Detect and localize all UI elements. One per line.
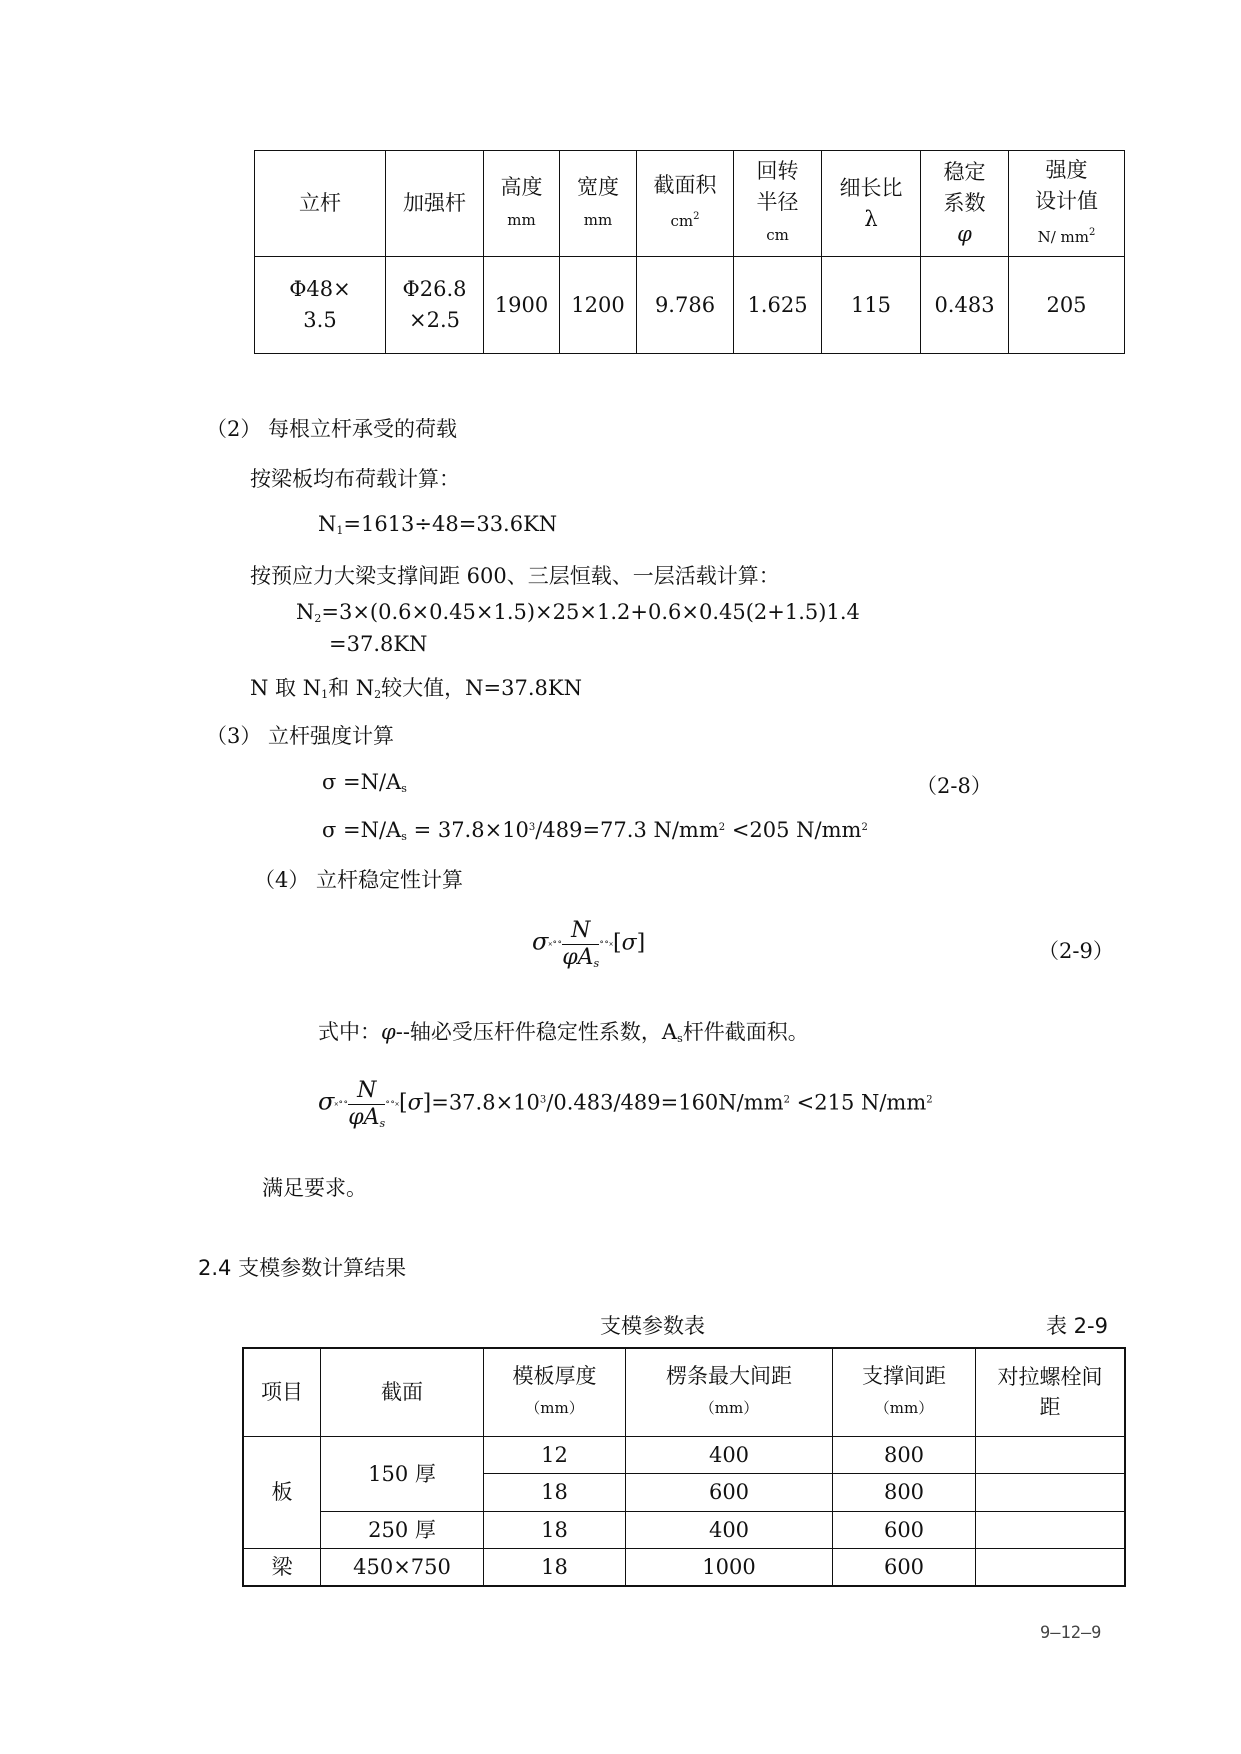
header-width: 宽度 mm bbox=[560, 151, 637, 257]
section-3-heading: （3） 立杆强度计算 bbox=[206, 724, 395, 748]
table-row: 800 bbox=[833, 1473, 976, 1511]
table-row: 600 bbox=[833, 1548, 976, 1586]
page-number: 9—12—9 bbox=[1040, 1623, 1102, 1643]
table-row: 150 厚 bbox=[321, 1436, 484, 1511]
cell-stability: 0.483 bbox=[921, 257, 1009, 354]
header-formwork-thickness: 模板厚度 （mm） bbox=[484, 1348, 626, 1436]
table-row: 250 厚 bbox=[321, 1511, 484, 1548]
n1-formula: $N_1=1613\div 48=33.6KN$ bbox=[318, 512, 558, 537]
n2-formula: $N_2=3\times(0.6\times 0.45\times 1.5)\times 25\times 1.2+0.6\times 0.45(2+1.5)1.4$ bbox=[296, 600, 860, 625]
table-row: 400 bbox=[626, 1436, 833, 1473]
table-title: 支模参数表 bbox=[600, 1314, 705, 1338]
section-2-heading: （2） 每根立杆承受的荷载 bbox=[206, 417, 458, 441]
section-2-line1: 按梁板均布荷载计算： bbox=[250, 467, 460, 491]
cell-area: 9.786 bbox=[637, 257, 734, 354]
cell-width: 1200 bbox=[560, 257, 637, 354]
table-row bbox=[976, 1473, 1126, 1511]
table-row: 600 bbox=[626, 1473, 833, 1511]
cell-slenderness: 115 bbox=[822, 257, 921, 354]
section-4-heading: （4） 立杆稳定性计算 bbox=[254, 868, 464, 892]
header-area: 截面积 $cm^2$ bbox=[637, 151, 734, 257]
header-height: 高度 mm bbox=[484, 151, 560, 257]
conclusion: 满足要求。 bbox=[262, 1176, 367, 1200]
table-row bbox=[976, 1511, 1126, 1548]
header-pole: 立杆 bbox=[255, 151, 386, 257]
header-slenderness: 细长比 λ bbox=[822, 151, 921, 257]
table-row: 450×750 bbox=[321, 1548, 484, 1586]
header-reinforce: 加强杆 bbox=[386, 151, 484, 257]
header-item: 项目 bbox=[243, 1348, 321, 1436]
symbol-note: 式中：φ--轴必受压杆件稳定性系数，$A_s$杆件截面积。 bbox=[318, 1020, 809, 1045]
header-support-spacing: 支撑间距 （mm） bbox=[833, 1348, 976, 1436]
table-number: 表 2-9 bbox=[1046, 1314, 1108, 1338]
section-2-line2: 按预应力大梁支撑间距 600、三层恒载、一层活载计算： bbox=[250, 564, 780, 588]
equation-2-9: σ˟˚˚ $\frac{N}{\varphi A_s}$ ˚˚˟[σ] bbox=[532, 918, 646, 971]
n-take: N 取 $N_1$和 $N_2$较大值，N=37.8KN bbox=[250, 676, 582, 701]
table-row: 600 bbox=[833, 1511, 976, 1548]
cell-height: 1900 bbox=[484, 257, 560, 354]
cell-pole: Φ48× 3.5 bbox=[255, 257, 386, 354]
cell-reinforce: Φ26.8 ×2.5 bbox=[386, 257, 484, 354]
formwork-parameter-table bbox=[242, 1347, 1126, 1587]
strength-calc: $\sigma =N/A_s = 37.8\times 10^3/489=77.3$ $N/mm^2 <205$ $N/mm^2$ bbox=[322, 818, 868, 843]
cell-beam: 梁 bbox=[243, 1548, 321, 1586]
table-row: 18 bbox=[484, 1548, 626, 1586]
header-stability: 稳定 系数 φ bbox=[921, 151, 1009, 257]
equation-2-9-number: （2-9） bbox=[1038, 939, 1114, 963]
table-row: 18 bbox=[484, 1473, 626, 1511]
header-bolt-spacing: 对拉螺栓间 距 bbox=[976, 1348, 1126, 1436]
table-row: 800 bbox=[833, 1436, 976, 1473]
pole-parameter-table bbox=[254, 150, 1125, 354]
table-row: 18 bbox=[484, 1511, 626, 1548]
table-row: 400 bbox=[626, 1511, 833, 1548]
table-row bbox=[976, 1436, 1126, 1473]
header-section: 截面 bbox=[321, 1348, 484, 1436]
equation-2-8: $\sigma =N/A_s$ bbox=[322, 770, 407, 795]
header-radius: 回转 半径 cm bbox=[734, 151, 822, 257]
table-row: 1000 bbox=[626, 1548, 833, 1586]
header-max-spacing: 楞条最大间距 （mm） bbox=[626, 1348, 833, 1436]
table-row: 12 bbox=[484, 1436, 626, 1473]
cell-board: 板 bbox=[243, 1436, 321, 1548]
cell-strength: 205 bbox=[1009, 257, 1125, 354]
table-row bbox=[976, 1548, 1126, 1586]
section-2-4-heading: 2.4 支模参数计算结果 bbox=[198, 1256, 407, 1280]
stability-calc: σ˟˚˚ $\frac{N}{\varphi A_s}$ $˚˚˟[\sigma]=37.8\times 10^3/0.483/489=160N/mm^2 <215$ $N/mm^2$ bbox=[318, 1078, 933, 1131]
equation-2-8-number: （2-8） bbox=[916, 774, 992, 798]
header-strength: 强度 设计值 N/ $mm^2$ bbox=[1009, 151, 1125, 257]
cell-radius: 1.625 bbox=[734, 257, 822, 354]
n2-result: =37.8KN bbox=[329, 632, 428, 656]
